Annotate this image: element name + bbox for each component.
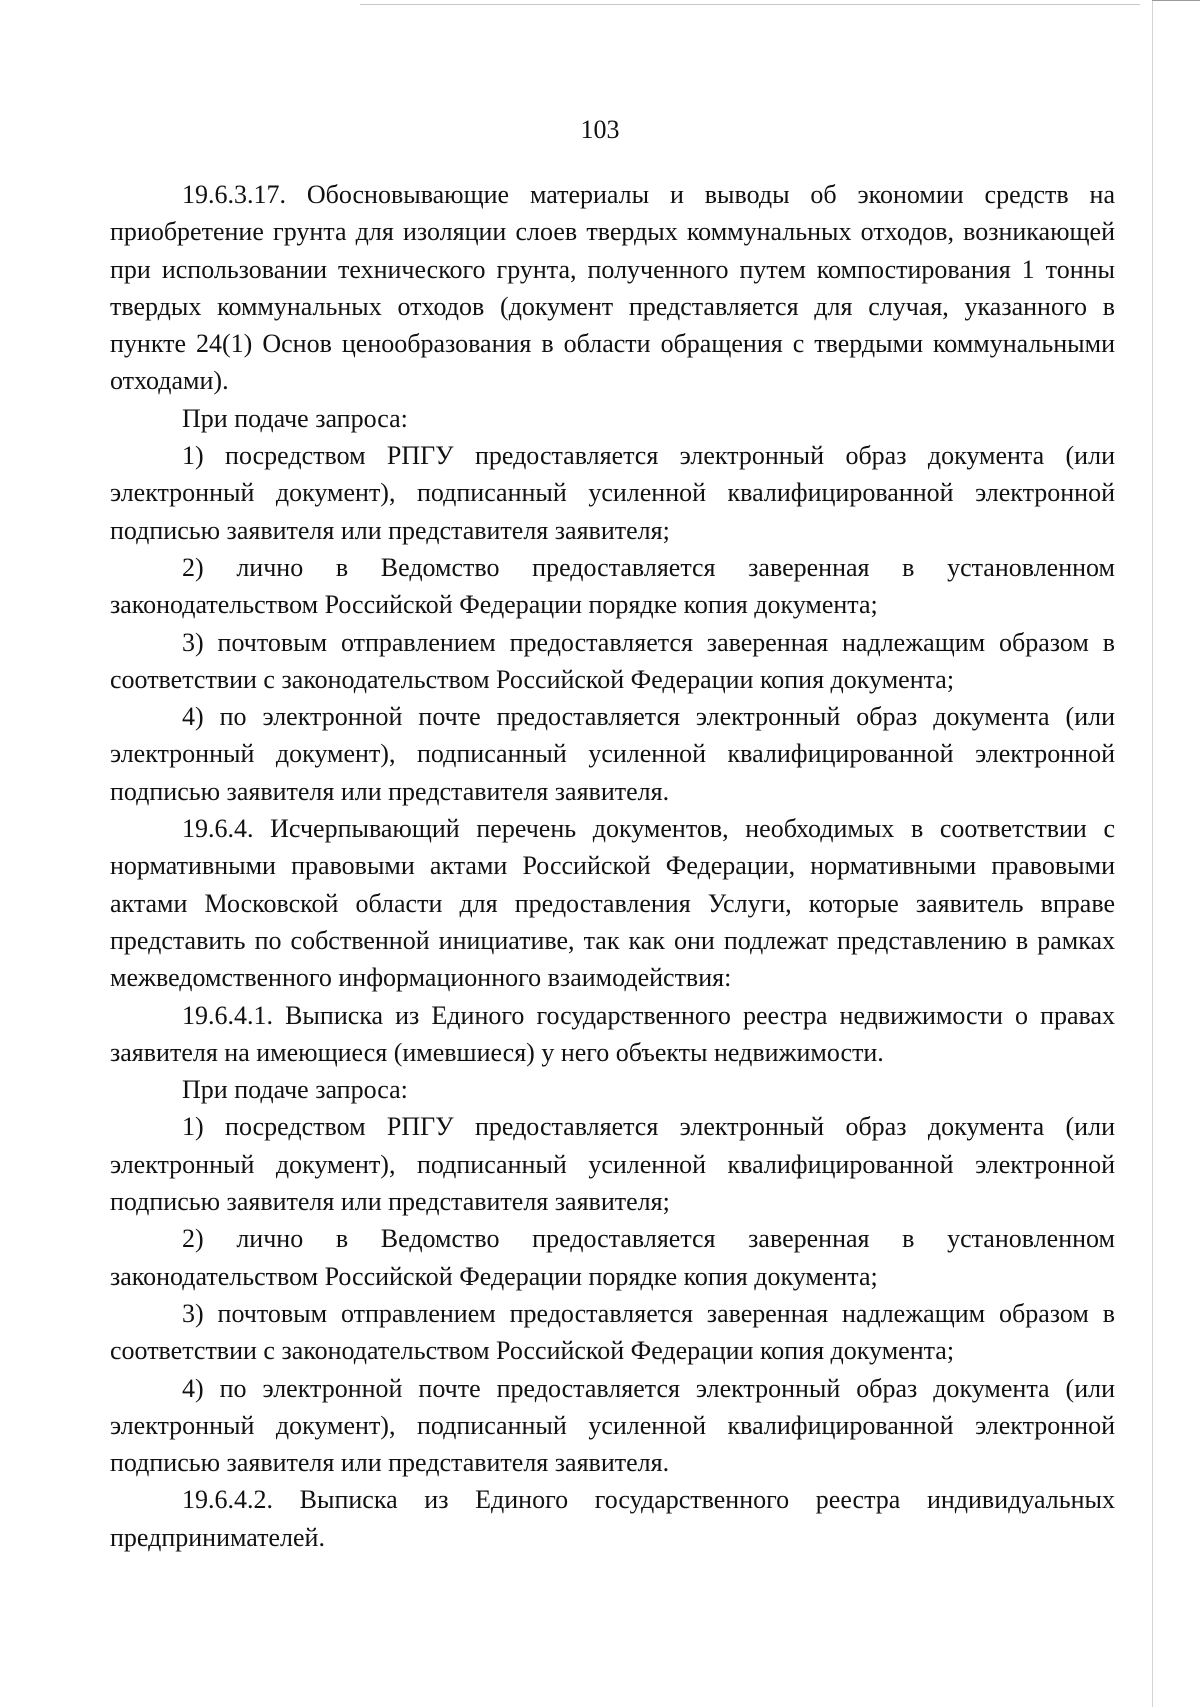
paragraph-item-4-email: 4) по электронной почте предоставляется электронный образ документа (или электронный документ), подписанный усиленной квалифицированной электронной подписью заявителя или представителя заявителя. <box>110 1373 1115 1478</box>
paragraph-19-6-4-1: 19.6.4.1. Выписка из Единого государственного реестра недвижимости о правах заявителя на имеющиеся (имевшиеся) у него объекты недвижимости. <box>110 1000 1115 1067</box>
paragraph-request-intro: При подаче запроса: <box>182 403 408 433</box>
paragraph-item-2-in-person: 2) лично в Ведомство предоставляется заверенная в установленном законодательством Российской Федерации порядке копия документа; <box>110 552 1115 620</box>
paragraph-item-2-in-person: 2) лично в Ведомство предоставляется заверенная в установленном законодательством Российской Федерации порядке копия документа; <box>110 1224 1115 1291</box>
scan-top-edge-line <box>360 4 1140 5</box>
page-number: 103 <box>580 115 620 144</box>
paragraph-item-3-mail: 3) почтовым отправлением предоставляется заверенная надлежащим образом в соответствии с законодательством Российской Федерации копия документа; <box>110 1298 1115 1366</box>
scan-corner-mark <box>1152 0 1200 1</box>
paragraph-19-6-4: 19.6.4. Исчерпывающий перечень документов, необходимых в соответствии с нормативными правовыми актами Российской Федерации, нормативными правовыми актами Московской области для предоставления Услуги, которые заявитель вправе представить по собственной инициативе, так как они подлежат представлению в рамках межведомственного информационного взаимодействия: <box>110 814 1115 993</box>
paragraph-19-6-3-17: 19.6.3.17. Обосновывающие материалы и выводы об экономии средств на приобретение грунта для изоляции слоев твердых коммунальных отходов, возникающей при использовании технического грунта, полученного путем компостирования 1 тонны твердых коммунальных отходов (документ представляется для случая, указанного в пункте 24(1) Основ ценообразования в области обращения с твердыми коммунальными отходами). <box>110 180 1115 396</box>
paragraph-request-intro: При подаче запроса: <box>182 1075 408 1105</box>
document-body <box>110 176 1115 1556</box>
paragraph-item-1-rpgu: 1) посредством РПГУ предоставляется электронный образ документа (или электронный документ), подписанный усиленной квалифицированной электронной подписью заявителя или представителя заявителя; <box>110 1112 1115 1217</box>
paragraph-item-1-rpgu: 1) посредством РПГУ предоставляется электронный образ документа (или электронный документ), подписанный усиленной квалифицированной электронной подписью заявителя или представителя заявителя; <box>110 441 1115 545</box>
paragraph-19-6-4-2: 19.6.4.2. Выписка из Единого государственного реестра индивидуальных предпринимателей. <box>110 1485 1115 1552</box>
scan-right-edge-line <box>1152 0 1153 1707</box>
paragraph-item-4-email: 4) по электронной почте предоставляется электронный образ документа (или электронный документ), подписанный усиленной квалифицированной электронной подписью заявителя или представителя заявителя. <box>110 702 1115 806</box>
paragraph-item-3-mail: 3) почтовым отправлением предоставляется заверенная надлежащим образом в соответствии с законодательством Российской Федерации копия документа; <box>110 627 1115 694</box>
